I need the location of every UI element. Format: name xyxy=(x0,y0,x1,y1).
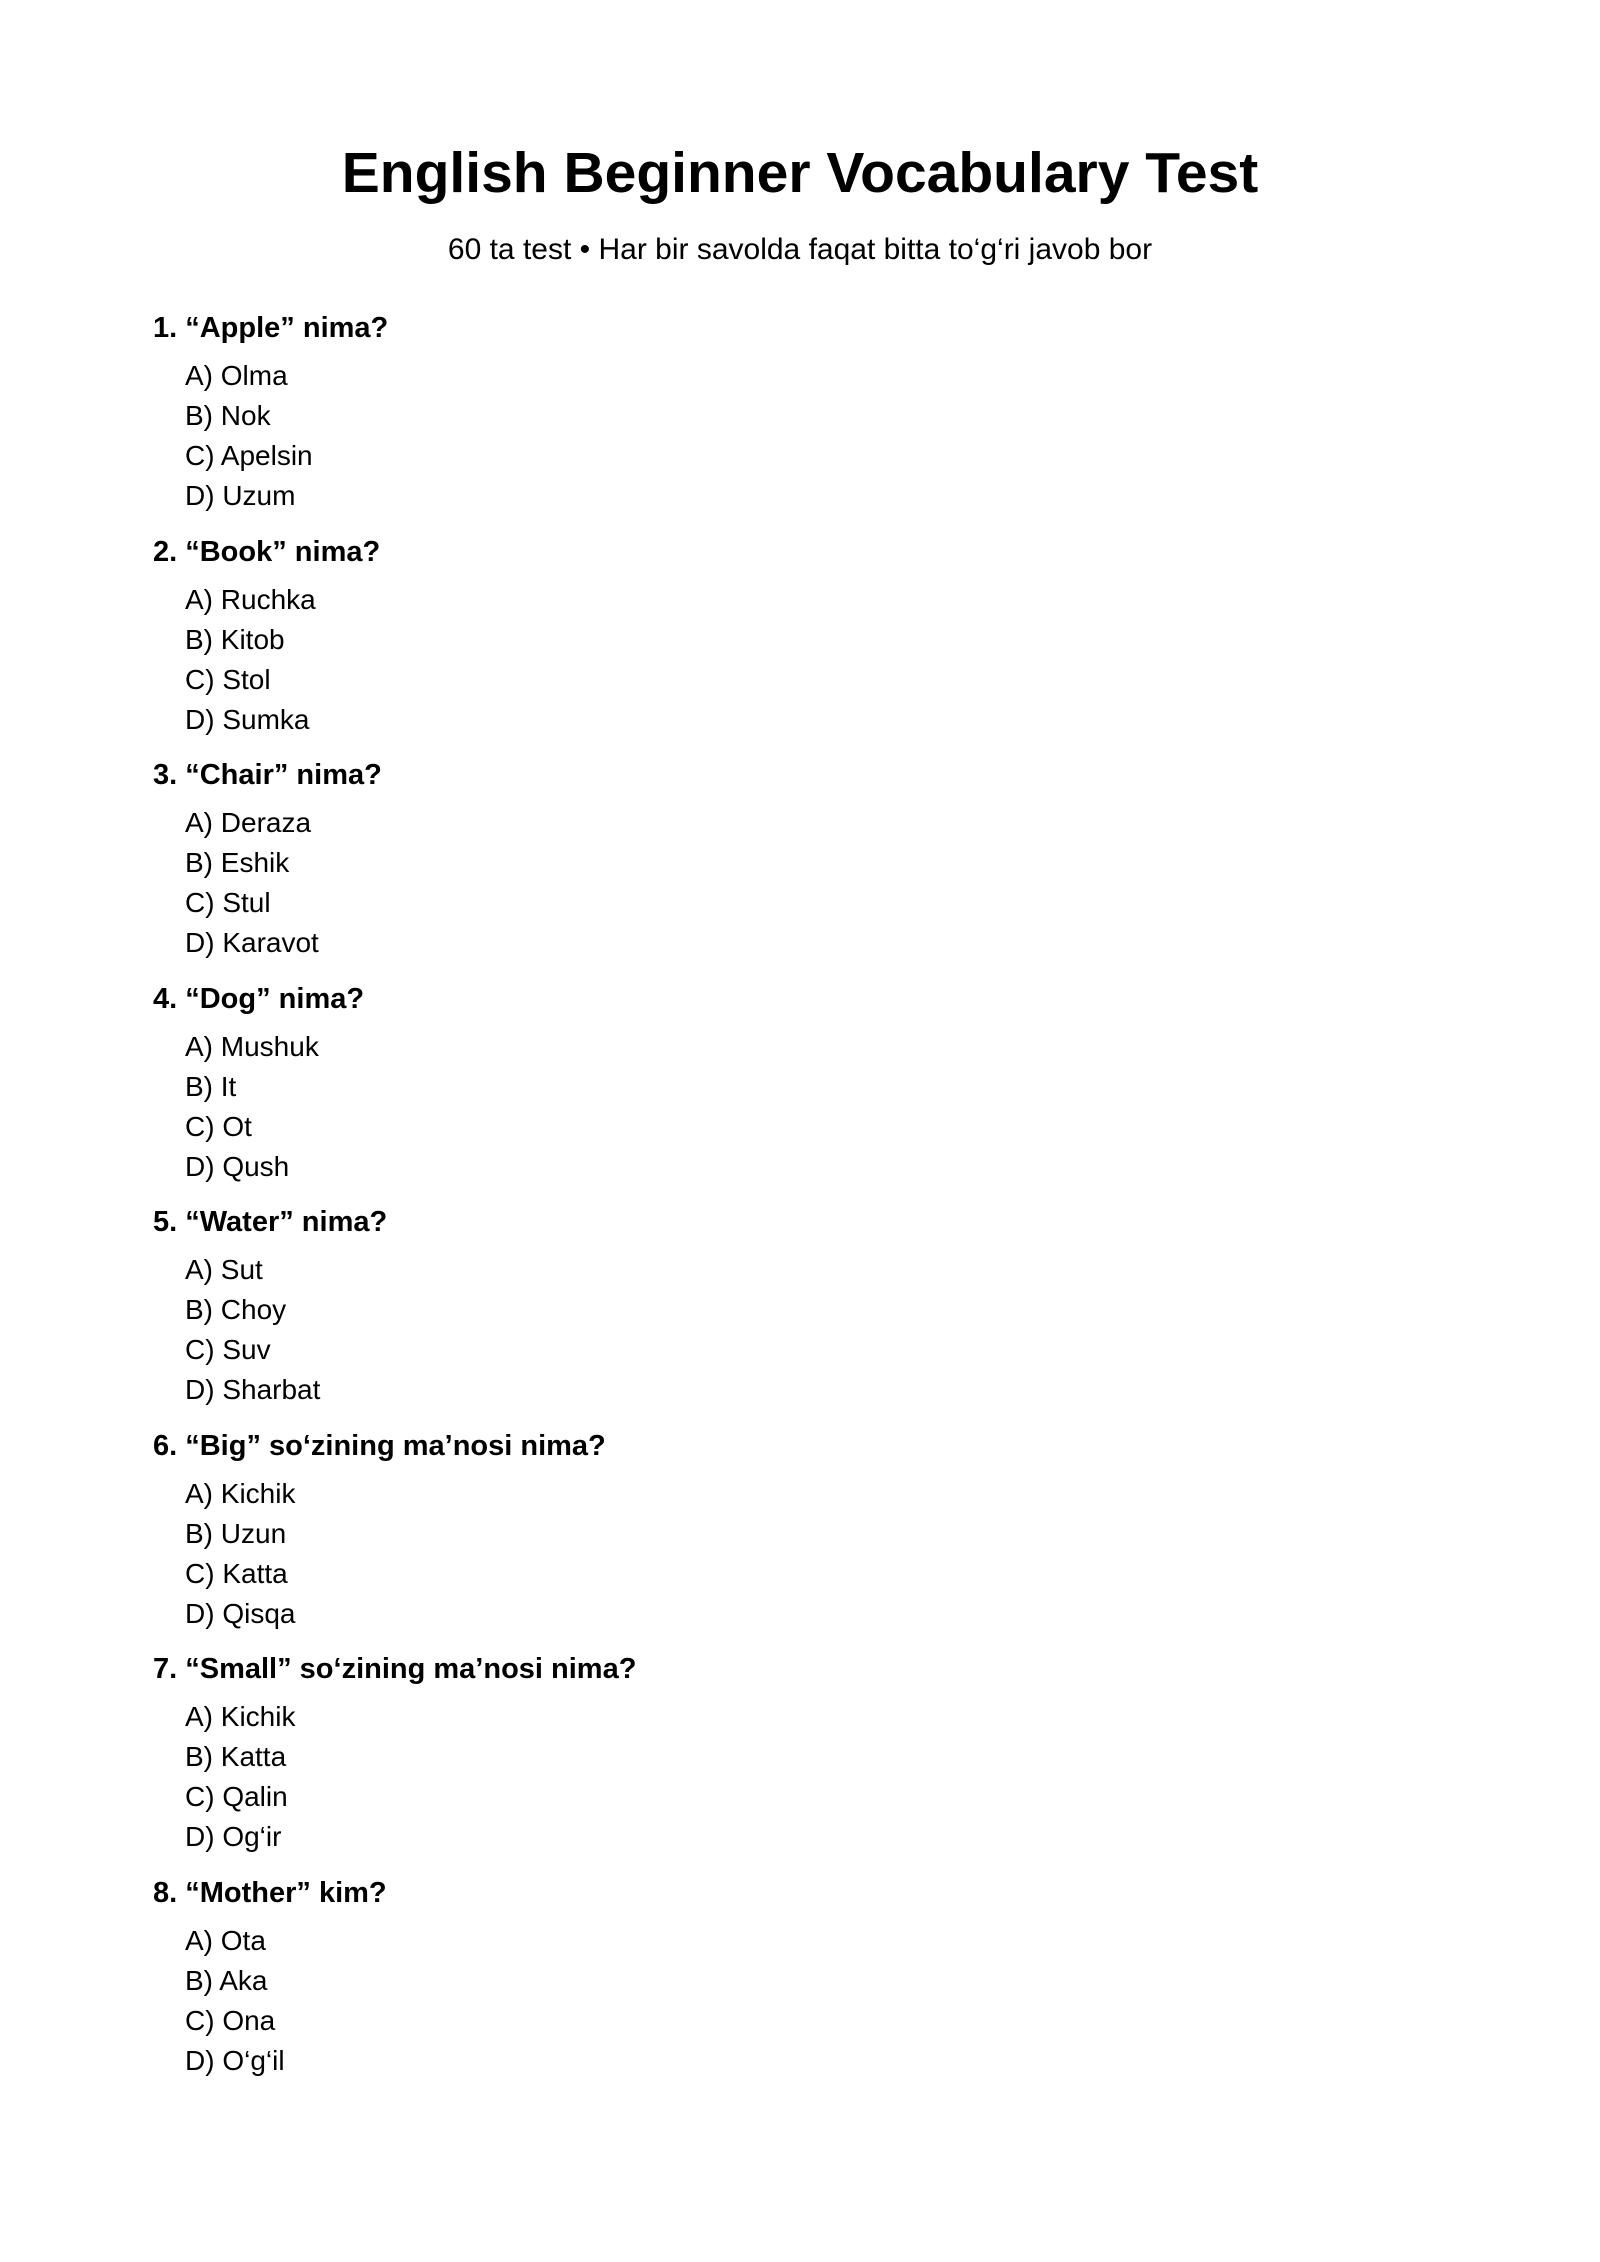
option-a: A) Ota xyxy=(185,1924,266,1956)
option-list xyxy=(153,1474,1453,1634)
question-item xyxy=(153,979,1453,1203)
option-list xyxy=(153,1697,1453,1857)
question-text: 1. “Apple” nima? xyxy=(153,312,389,344)
option-c: C) Ona xyxy=(185,2004,276,2036)
option-a: A) Ruchka xyxy=(185,583,316,615)
option-d: D) O‘g‘il xyxy=(185,2044,285,2076)
option-d: D) Qisqa xyxy=(185,1597,296,1629)
question-text: 3. “Chair” nima? xyxy=(153,759,382,791)
option-list xyxy=(153,1250,1453,1410)
option-c: C) Apelsin xyxy=(185,440,313,471)
question-text: 4. “Dog” nima? xyxy=(153,982,365,1015)
option-b: B) Katta xyxy=(185,1741,287,1772)
question-item xyxy=(153,308,1453,532)
option-b: B) Kitob xyxy=(185,623,285,655)
option-d: D) Uzum xyxy=(185,480,296,511)
option-c: C) Suv xyxy=(185,1334,271,1365)
page-title: English Beginner Vocabulary Test xyxy=(341,141,1259,205)
option-d: D) Qush xyxy=(185,1150,290,1182)
option-a: A) Sut xyxy=(185,1254,263,1285)
option-list xyxy=(153,1921,1453,2081)
option-b: B) It xyxy=(185,1070,237,1102)
option-c: C) Qalin xyxy=(185,1781,288,1812)
option-c: C) Stol xyxy=(185,663,271,695)
option-c: C) Stul xyxy=(185,887,271,918)
question-item xyxy=(153,1202,1453,1426)
question-text: 8. “Mother” kim? xyxy=(153,1876,387,1909)
option-d: D) Karavot xyxy=(185,927,319,958)
option-b: B) Aka xyxy=(185,1964,268,1996)
question-item xyxy=(153,1426,1453,1650)
question-item xyxy=(153,1649,1453,1873)
question-text: 6. “Big” so‘zining ma’nosi nima? xyxy=(153,1429,606,1462)
option-b: B) Uzun xyxy=(185,1517,287,1549)
option-list xyxy=(153,1027,1453,1187)
option-list xyxy=(153,356,1453,516)
option-a: A) Kichik xyxy=(185,1701,296,1732)
question-text: 7. “Small” so‘zining ma’nosi nima? xyxy=(153,1653,637,1685)
option-b: B) Choy xyxy=(185,1294,287,1325)
question-list xyxy=(153,308,1453,2096)
option-a: A) Kichik xyxy=(185,1477,296,1509)
option-c: C) Ot xyxy=(185,1110,252,1142)
page-subtitle: 60 ta test • Har bir savolda faqat bitta to‘g‘ri javob bor xyxy=(447,233,1153,266)
option-d: D) Og‘ir xyxy=(185,1821,282,1852)
option-a: A) Mushuk xyxy=(185,1030,319,1062)
question-text: 2. “Book” nima? xyxy=(153,535,381,568)
question-item xyxy=(153,532,1453,756)
question-text: 5. “Water” nima? xyxy=(153,1206,388,1238)
option-b: B) Eshik xyxy=(185,847,290,878)
option-a: A) Deraza xyxy=(185,807,312,838)
question-item xyxy=(153,1873,1453,2097)
option-a: A) Olma xyxy=(185,360,288,391)
option-list xyxy=(153,580,1453,740)
question-item xyxy=(153,755,1453,979)
option-d: D) Sharbat xyxy=(185,1374,321,1405)
option-b: B) Nok xyxy=(185,400,271,431)
option-list xyxy=(153,803,1453,963)
option-d: D) Sumka xyxy=(185,703,310,735)
option-c: C) Katta xyxy=(185,1557,288,1589)
